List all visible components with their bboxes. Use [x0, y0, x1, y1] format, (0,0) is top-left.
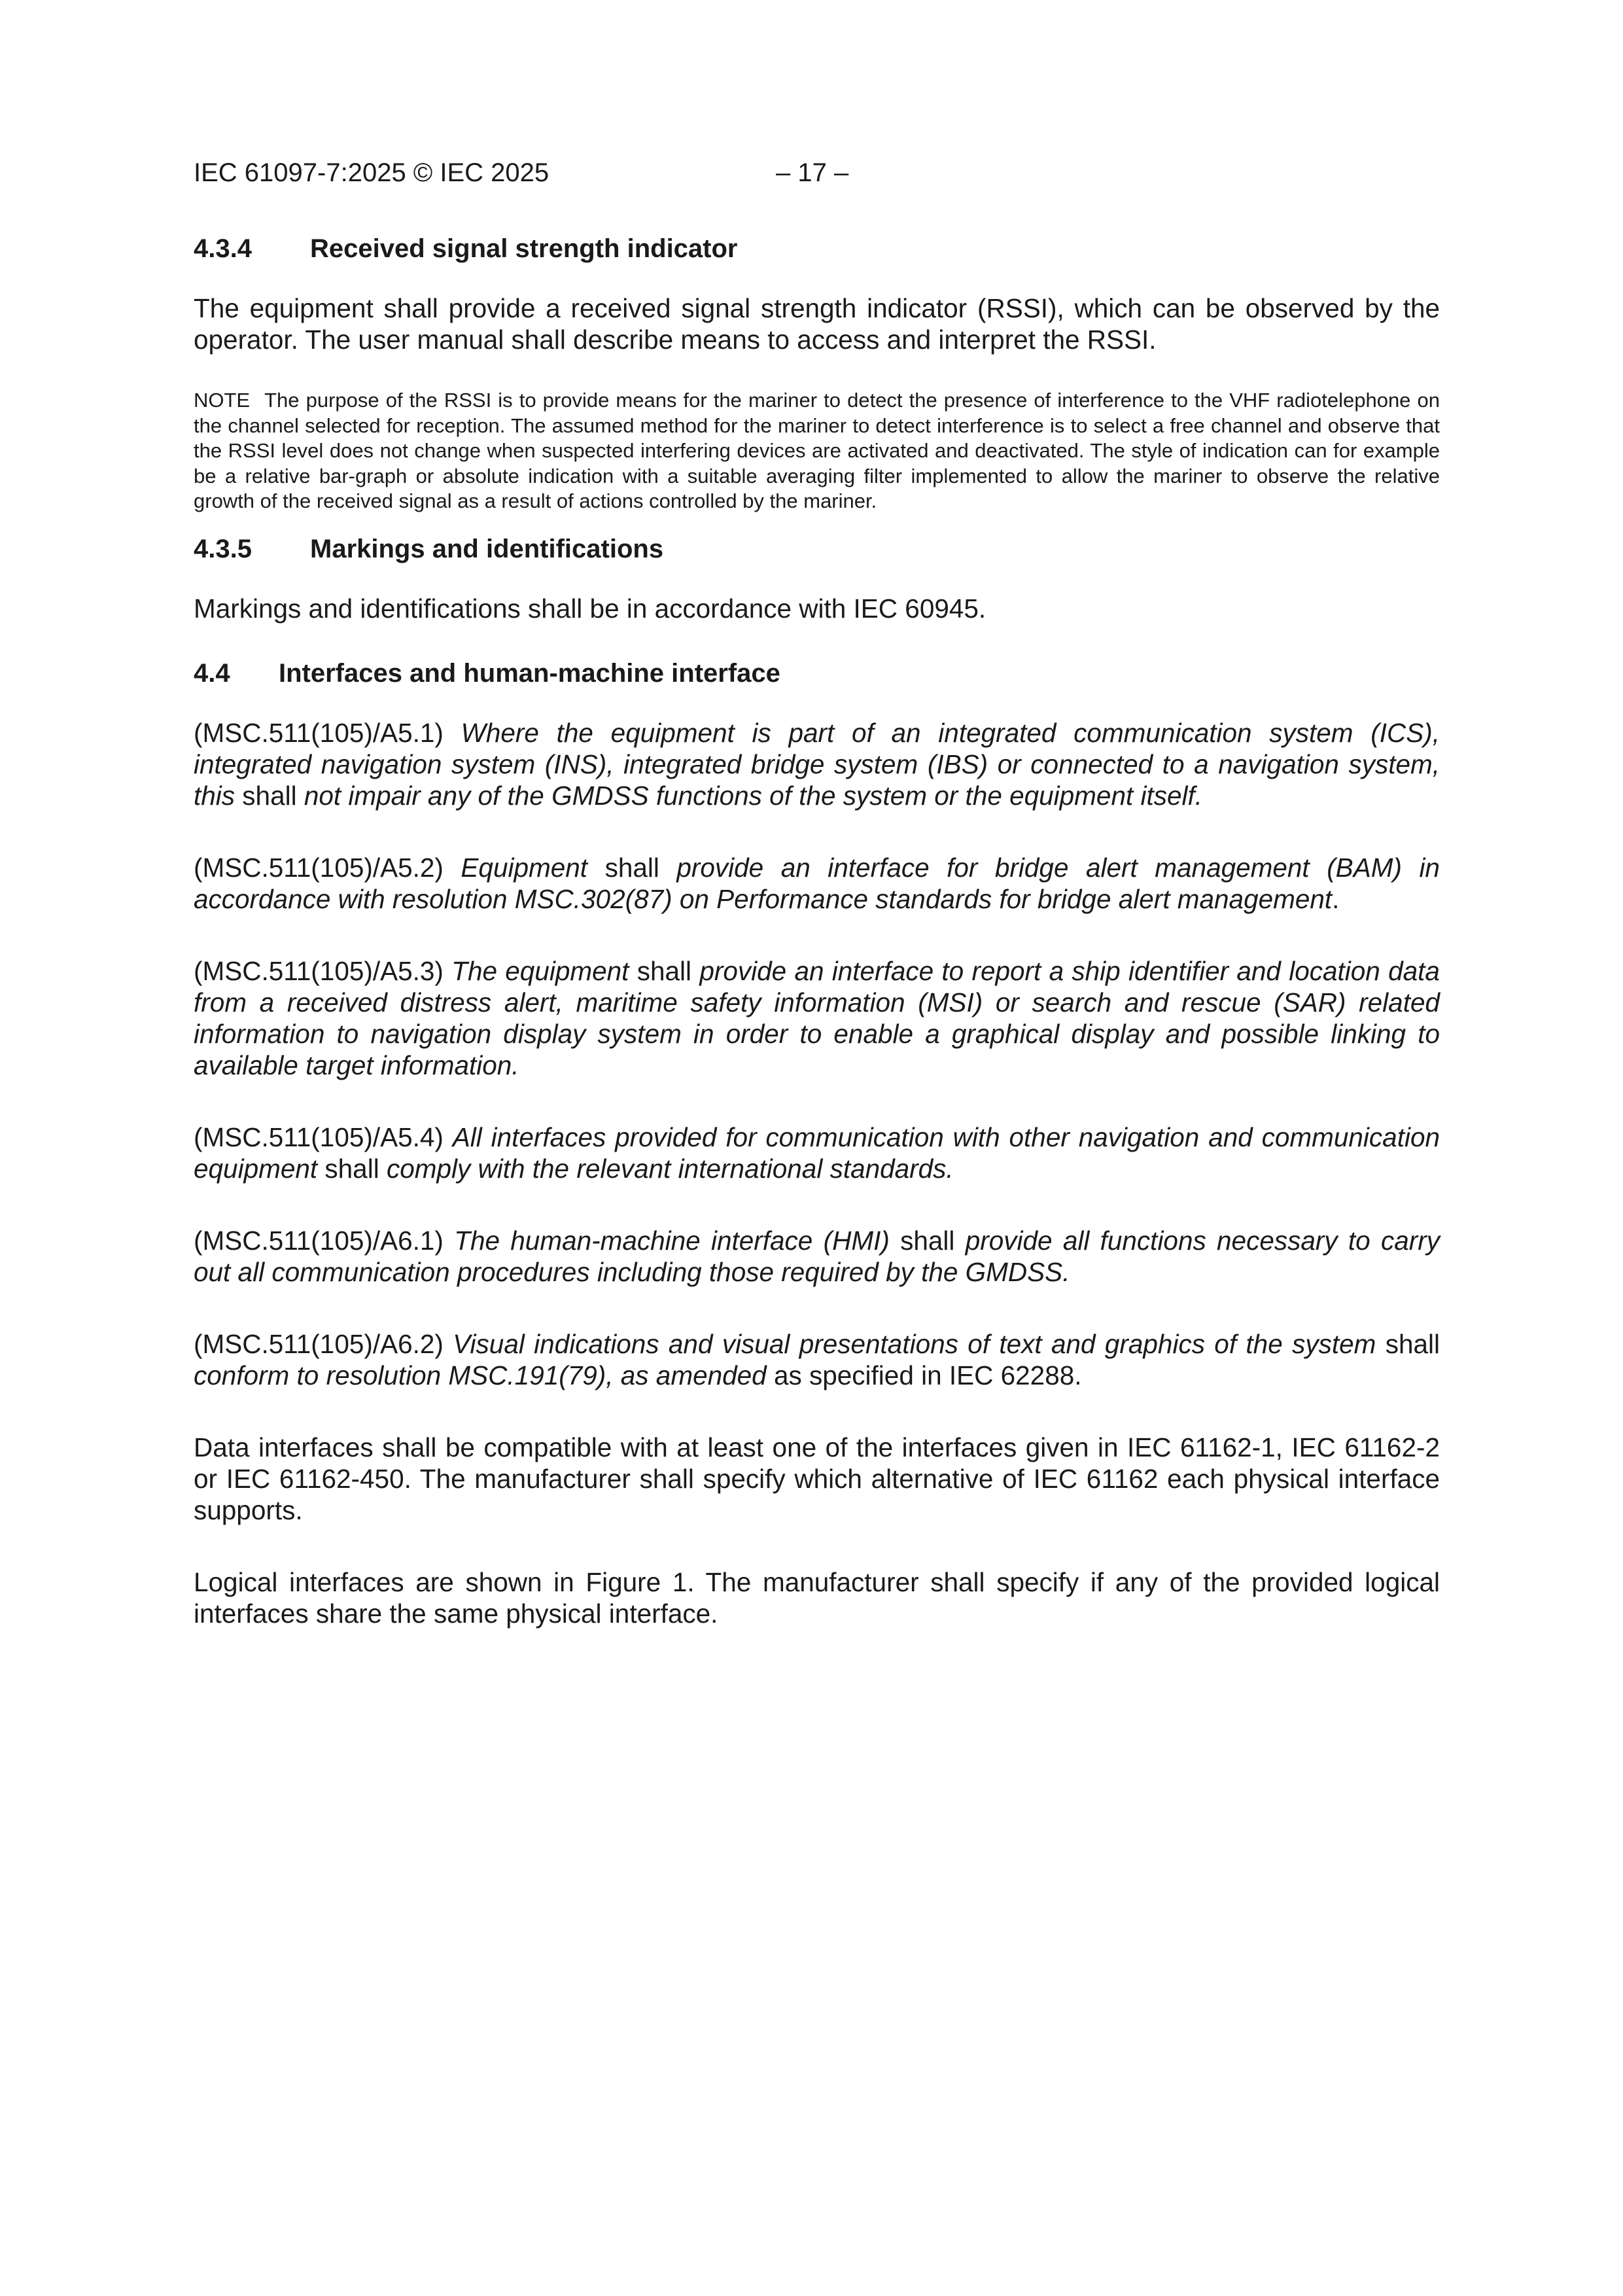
document-reference: IEC 61097-7:2025 © IEC 2025	[194, 158, 550, 187]
page-number: – 17 –	[776, 158, 849, 187]
paragraph-rssi: The equipment shall provide a received signal strength indicator (RSSI), which can be observed by the operator. The user manual shall describe means to access and interpret the RSSI.	[194, 293, 1440, 355]
heading-4-4	[194, 657, 1440, 690]
section-number: 4.4	[194, 658, 230, 688]
requirement-ref: (MSC.511(105)/A5.3)	[194, 955, 444, 986]
requirement-ref: (MSC.511(105)/A5.4)	[194, 1122, 444, 1152]
requirement-a6-1: (MSC.511(105)/A6.1) The human-machine interface (HMI) shall provide all functions necessary to carry out all communication procedures including those required by the GMDSS.	[194, 1225, 1440, 1287]
requirement-ref: (MSC.511(105)/A6.1)	[194, 1225, 444, 1256]
note-text: The purpose of the RSSI is to provide means for the mariner to detect the presence of interference to the VHF radiotelephone on the channel selected for reception. The assumed method for the mariner to detect interference is to select a free channel and observe that the RSSI level does not change when suspected interfering devices are activated and deactivated. The style of indication can for example be a relative bar-graph or absolute indication with a suitable averaging filter implemented to allow the mariner to observe the relative growth of the received signal as a result of actions controlled by the mariner.	[194, 389, 1440, 512]
section-title: Interfaces and human-machine interface	[279, 658, 780, 688]
note-rssi	[194, 388, 1440, 514]
paragraph-data-interfaces: Data interfaces shall be compatible with at least one of the interfaces given in IEC 61162-1, IEC 61162-2 or IEC 61162-450. The manufacturer shall specify which alternative of IEC 61162 each physical interface supports.	[194, 1432, 1440, 1525]
note-label: NOTE	[194, 389, 251, 412]
requirement-a5-3: (MSC.511(105)/A5.3) The equipment shall provide an interface to report a ship identifier and location data from a received distress alert, maritime safety information (MSI) or search and rescue (SAR) related information to navigation display system in order to enable a graphical display and possible linking to available target information.	[194, 955, 1440, 1080]
section-title: Markings and identifications	[310, 534, 664, 563]
requirement-ref: (MSC.511(105)/A6.2)	[194, 1328, 444, 1359]
section-number: 4.3.5	[194, 534, 252, 563]
paragraph-logical-interfaces: Logical interfaces are shown in Figure 1. The manufacturer shall specify if any of the provided logical interfaces share the same physical interface.	[194, 1566, 1440, 1629]
requirement-a5-2: (MSC.511(105)/A5.2) Equipment shall provide an interface for bridge alert management (BAM) in accordance with resolution MSC.302(87) on Performance standards for bridge alert management.	[194, 852, 1440, 914]
section-number: 4.3.4	[194, 234, 252, 263]
requirement-ref: (MSC.511(105)/A5.1)	[194, 717, 444, 748]
requirement-ref: (MSC.511(105)/A5.2)	[194, 852, 444, 883]
paragraph-markings: Markings and identifications shall be in accordance with IEC 60945.	[194, 593, 986, 624]
requirement-a5-4: (MSC.511(105)/A5.4) All interfaces provided for communication with other navigation and communication equipment shall comply with the relevant international standards.	[194, 1122, 1440, 1184]
page-body	[194, 232, 1440, 1629]
heading-4-3-4	[194, 232, 1440, 265]
requirement-a6-2: (MSC.511(105)/A6.2) Visual indications and visual presentations of text and graphics of the system shall conform to resolution MSC.191(79), as amended as specified in IEC 62288.	[194, 1328, 1440, 1390]
section-title: Received signal strength indicator	[310, 234, 738, 263]
requirement-a5-1: (MSC.511(105)/A5.1) Where the equipment is part of an integrated communication system (ICS), integrated navigation system (INS), integrated bridge system (IBS) or connected to a navigation system, this shall not impair any of the GMDSS functions of the system or the equipment itself.	[194, 717, 1440, 811]
heading-4-3-5	[194, 533, 1440, 565]
